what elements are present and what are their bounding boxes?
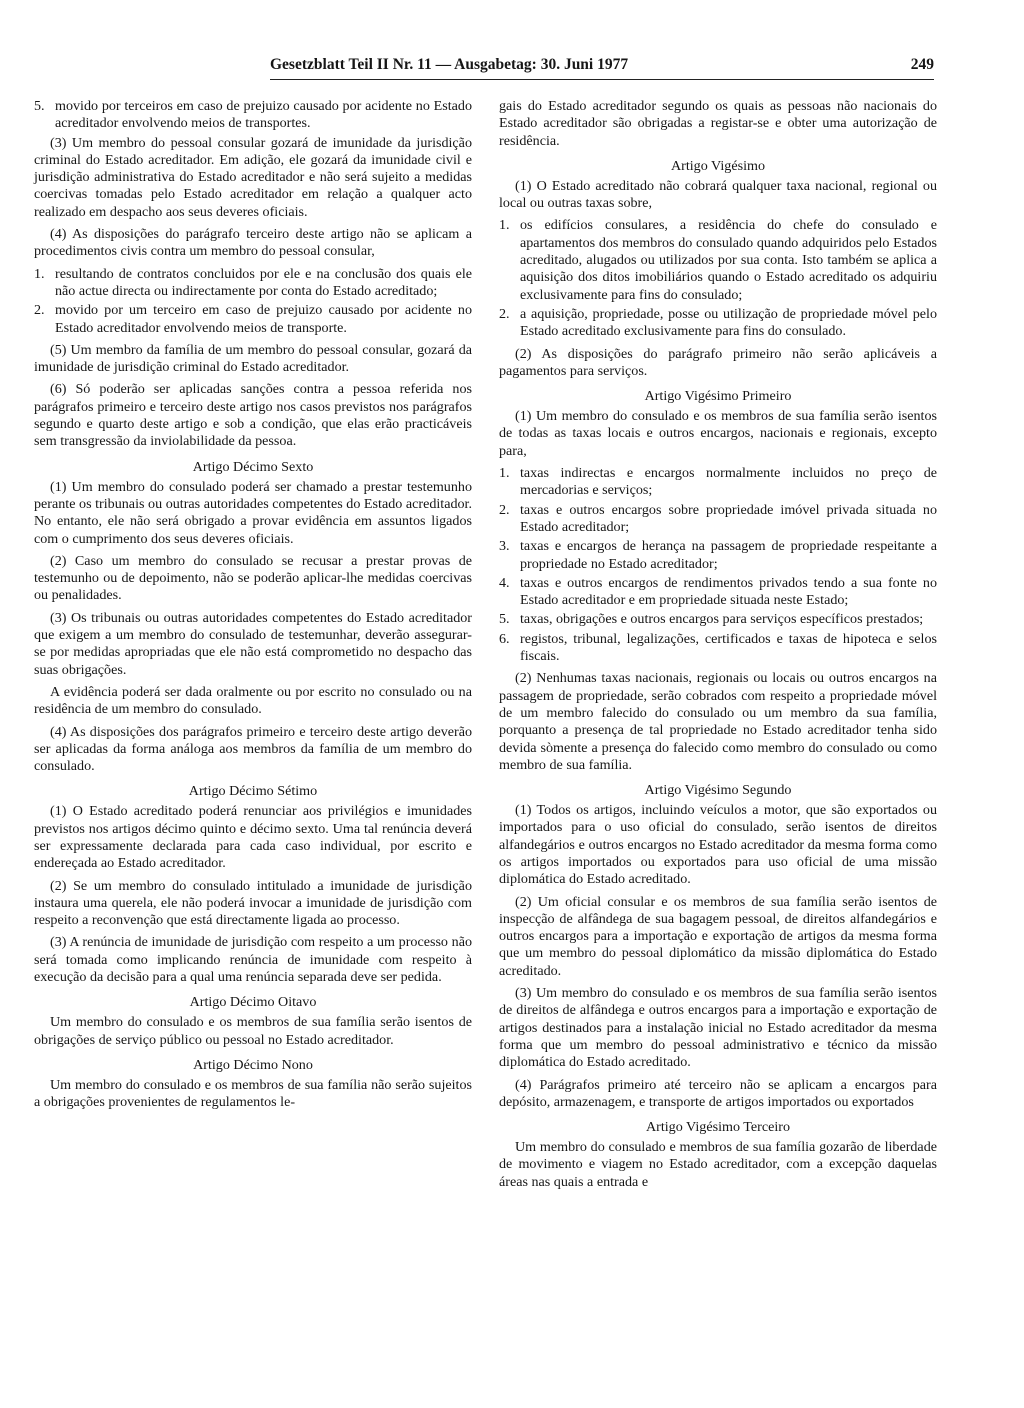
paragraph: (2) Um oficial consular e os membros de sua família serão isentos de inspecção de alfândega de sua bagagem pessoal, de direitos alfandegários e outros encargos para a importação e exportação de artigos da mesma forma que um membro do pessoal diplomático da missão diplomática do Estado acreditado. — [499, 893, 937, 979]
right-column — [499, 98, 937, 1196]
list-item — [34, 266, 472, 301]
paragraph: (1) Todos os artigos, incluindo veículos a motor, que são exportados ou importados para o uso oficial do consulado, serão isentos de direitos alfandegários e outros encargos no Estado acreditador da mesma forma como os artigos importados ou exportados para uso oficial de uma missão diplomática do Estado acreditado. — [499, 802, 937, 888]
page-header — [270, 52, 934, 78]
paragraph: (1) Um membro do consulado e os membros de sua família serão isentos de todas as taxas locais e outros encargos, nacionais e regionais, excepto para, — [499, 408, 937, 459]
list-item — [34, 302, 472, 337]
list-item-number: 5. — [499, 611, 510, 628]
list-item-text: movido por terceiros em caso de prejuizo causado por acidente no Estado acreditador envolvendo meios de transportes. — [55, 98, 472, 132]
paragraph: (3) Um membro do consulado e os membros de sua família serão isentos de direitos de alfândega e outros encargos para a importação e exportação de artigos destinados para a instalação inicial no Estado acreditador da mesma forma que um membro do pessoal administrativo e técnico da missão diplomática do Estado acreditado. — [499, 985, 937, 1071]
list-item-number: 1. — [499, 217, 510, 234]
page-number: 249 — [910, 56, 934, 73]
list-item-number: 1. — [499, 465, 510, 482]
list-item — [499, 217, 937, 303]
list-item-text: a aquisição, propriedade, posse ou utilização de propriedade móvel pelo Estado acreditado exclusivamente para fins do consulado. — [520, 305, 937, 340]
list-item-number: 1. — [34, 265, 45, 282]
article-heading: Artigo Décimo Sétimo — [188, 783, 318, 800]
list-item-number: 5. — [34, 98, 45, 114]
list-item-text: taxas indirectas e encargos normalmente incluidos no preço de mercadorias e serviços; — [520, 465, 937, 499]
paragraph: Um membro do consulado e os membros de sua família não serão sujeitos a obrigações provenientes de regulamentos le- — [34, 1076, 472, 1111]
list-item-text: resultando de contratos concluidos por ele e na conclusão dos quais ele não actue directa ou indirectamente por conta do Estado acreditado; — [55, 265, 472, 299]
list-item — [499, 631, 937, 666]
paragraph: (1) Um membro do consulado poderá ser chamado a prestar testemunho perante os tribunais ou outras autoridades competentes do Estado acreditador. No entanto, ele não será obrigado a provar evidência em assuntos ligados com o cumprimento dos seus deveres oficiais. — [34, 478, 472, 547]
article-heading: Artigo Décimo Nono — [193, 1056, 313, 1073]
paragraph: Um membro do consulado e os membros de sua família serão isentos de obrigações de serviço público ou pessoal no Estado acreditador. — [34, 1014, 472, 1048]
paragraph: (5) Um membro da família de um membro do pessoal consular, gozará da imunidade de jurisdição criminal do Estado acreditador. — [34, 341, 472, 376]
paragraph: (6) Só poderão ser aplicadas sanções contra a pessoa referida nos parágrafos primeiro e terceiro deste artigo nos casos previstos nos parágrafos segundo e quarto deste artigo e sob a condição, que elas erão practicáveis sem transgressão da inviolabilidade da pessoa. — [34, 381, 472, 450]
article-heading: Artigo Décimo Oitavo — [189, 994, 317, 1011]
paragraph: (2) Caso um membro do consulado se recusar a prestar provas de testemunho ou de depoimento, não se poderão aplicar-lhe medidas coercivas ou penalidades. — [34, 552, 472, 604]
header-rule — [270, 79, 934, 80]
paragraph: (3) A renúncia de imunidade de jurisdição com respeito a um processo não será tomada como implicando renúncia de imunidade com respeito à execução da decisão para a qual uma renúncia separada deve ser pedida. — [34, 934, 472, 986]
list-item-number: 2. — [34, 302, 45, 319]
list-item — [499, 502, 937, 537]
list-item-number: 2. — [499, 501, 510, 518]
list-item-text: taxas e encargos de herança na passagem de propriedade respeitante a propriedade no Estado acreditador; — [520, 538, 937, 572]
list-item-text: movido por um terceiro em caso de prejuizo causado por acidente no Estado acreditador envolvendo meios de transporte. — [55, 302, 472, 336]
list-item — [499, 465, 937, 500]
list-item-text: registos, tribunal, legalizações, certificados e taxas de hipoteca e selos fiscais. — [520, 630, 937, 665]
paragraph: Um membro do consulado e membros de sua família gozarão de liberdade de movimento e viagem no Estado acreditador, com a excepção daquelas áreas nas quais a entrada e — [499, 1139, 937, 1190]
list-item — [499, 306, 937, 341]
paragraph: (2) Nenhumas taxas nacionais, regionais ou locais ou outros encargos na passagem de propriedade, serão cobrados com respeito a propriedade móvel de um membro falecido do consulado ou um membro da sua família, porquanto a presença de tal propriedade no Estado acreditador tenha sido devida sòmente a presença do falecido como membro do consulado ou como membro de sua família. — [499, 670, 937, 773]
list-item — [499, 538, 937, 573]
paragraph: gais do Estado acreditador segundo os quais as pessoas não nacionais do Estado acreditador são obrigadas a registar-se e obter uma autorização de residência. — [499, 98, 937, 149]
paragraph: A evidência poderá ser dada oralmente ou por escrito no consulado ou na residência de um membro do consulado. — [34, 683, 472, 718]
paragraph: (4) As disposições do parágrafo terceiro deste artigo não se aplicam a procedimentos civis contra um membro do pessoal consular, — [34, 226, 472, 260]
article-heading: Artigo Vigésimo — [670, 157, 766, 174]
paragraph: (4) Parágrafos primeiro até terceiro não se aplicam a encargos para depósito, armazenagem, e transporte de artigos importados ou exportados — [499, 1076, 937, 1110]
paragraph: (3) Os tribunais ou outras autoridades competentes do Estado acreditador que exigem a um membro do consulado de testemunhar, deverão assegurar-se por medidas apropriadas que ele não está comprometido no despacho das suas obrigações. — [34, 609, 472, 678]
article-heading: Artigo Vigésimo Primeiro — [644, 388, 792, 405]
article-heading: Artigo Vigésimo Segundo — [644, 782, 792, 799]
article-heading: Artigo Décimo Sexto — [192, 458, 314, 475]
list-item — [499, 575, 937, 610]
paragraph: (1) O Estado acreditado poderá renunciar aos privilégios e imunidades previstos nos artigos décimo quinto e décimo sexto. Uma tal renúncia deverá ser expressamente declarada para cada caso individual, por escrito e endereçada ao Estado acreditador. — [34, 803, 472, 872]
paragraph: (4) As disposições dos parágrafos primeiro e terceiro deste artigo deverão ser aplicadas da forma análoga aos membros da família de um membro do consulado. — [34, 723, 472, 775]
list-item-text: os edifícios consulares, a residência do chefe do consulado e apartamentos dos membros do consulado quando adquiridos pelo Estados acreditado, alugados ou utilizados por sua conta. Isto também se aplica a aquisição dos ditos imobiliários quando o Estado acreditado os adquiriu exclusivamente para fins do consulado; — [520, 217, 937, 303]
list-item-number: 3. — [499, 538, 510, 555]
paragraph: (2) As disposições do parágrafo primeiro não serão aplicáveis a pagamentos para serviços. — [499, 345, 937, 379]
article-heading: Artigo Vigésimo Terceiro — [645, 1119, 791, 1136]
gazette-title: Gesetzblatt Teil II Nr. 11 — Ausgabetag: 30. Juni 1977 — [270, 56, 629, 73]
list-item — [34, 98, 472, 133]
left-column — [34, 98, 472, 1117]
list-item-text: taxas, obrigações e outros encargos para serviços específicos prestados; — [520, 611, 924, 628]
paragraph: (1) O Estado acreditado não cobrará qualquer taxa nacional, regional ou local ou outras taxas sobre, — [499, 177, 937, 212]
list-item — [499, 611, 937, 628]
list-item-number: 6. — [499, 630, 510, 647]
paragraph: (3) Um membro do pessoal consular gozará de imunidade da jurisdição criminal do Estado acreditador. Em adição, ele gozará da imunidade civil e jurisdição administrativa do Estado acreditador e não será sujeito a medidas coercivas tomadas pelo Estado acreditador em relação a qualquer acto realizado em despacho aos seus deveres oficiais. — [34, 134, 472, 220]
list-item-text: taxas e outros encargos sobre propriedade imóvel privada situada no Estado acreditador; — [520, 501, 937, 535]
list-item-text: taxas e outros encargos de rendimentos privados tendo a sua fonte no Estado acreditador e em propriedade situada neste Estado; — [520, 574, 937, 609]
list-item-number: 2. — [499, 305, 510, 322]
paragraph: (2) Se um membro do consulado intitulado a imunidade de jurisdição instaura uma querela, ele não poderá invocar a imunidade de jurisdição com respeito a reconvenção que está directamente ligada ao processo. — [34, 877, 472, 929]
list-item-number: 4. — [499, 574, 510, 591]
